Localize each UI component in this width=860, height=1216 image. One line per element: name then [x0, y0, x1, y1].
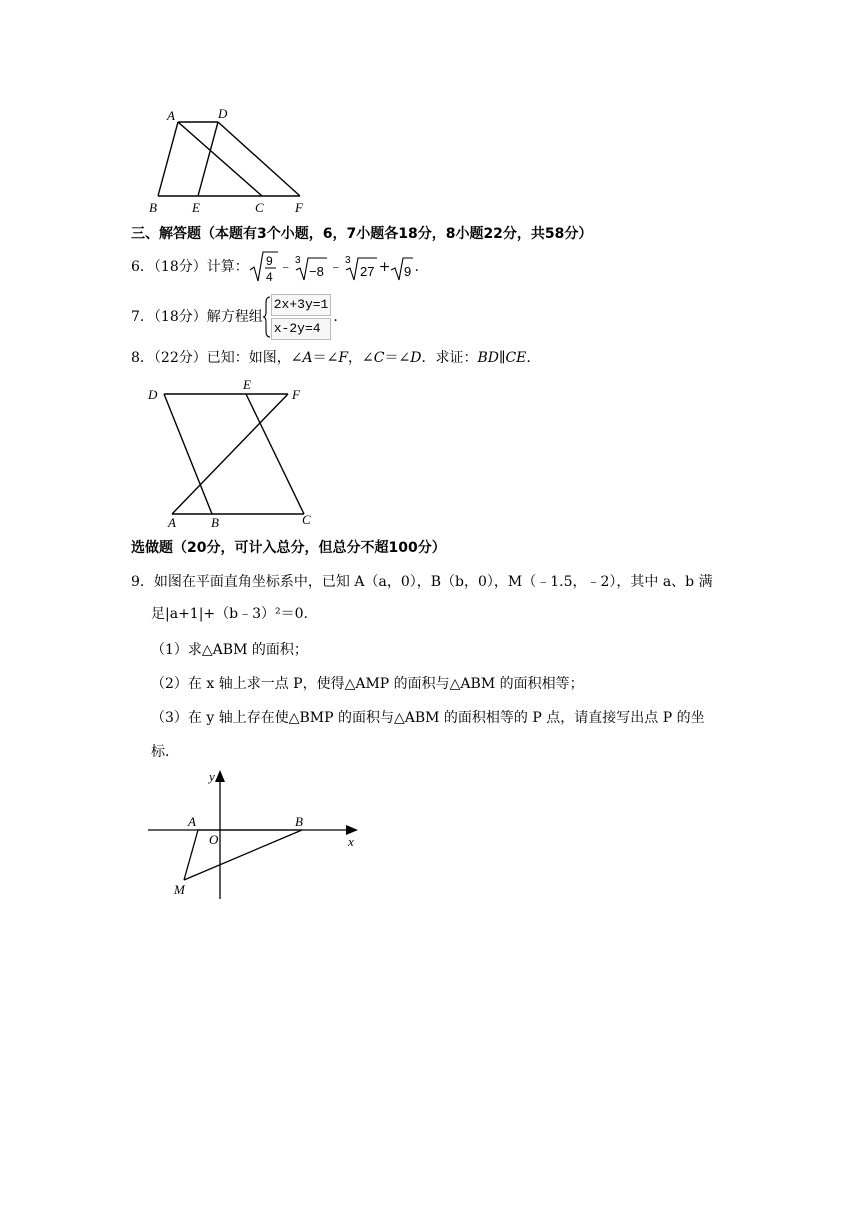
q9-sub-1: （1）求△ABM 的面积；	[151, 642, 308, 658]
q8-mid: ，∠	[348, 350, 374, 366]
fig2-label-B: B	[211, 515, 219, 530]
q6-sqrt-numerator: 9	[265, 254, 273, 268]
q8-var-C: C	[373, 350, 385, 366]
q7-end: .	[333, 309, 338, 325]
q6-minus-2: ﹣	[328, 259, 343, 275]
q9-line-1: 9．如图在平面直角坐标系中，已知 A（a，0），B（b，0），M（﹣1.5，﹣2），其中 a、b 满	[131, 574, 713, 590]
q7-brace	[263, 295, 271, 339]
q6-minus-1: ﹣	[278, 259, 293, 275]
fig2-label-F: F	[292, 387, 300, 402]
figure-1-trapezoid	[140, 100, 320, 220]
fig3-segment-BM	[184, 830, 302, 880]
fig1-segment-AC	[178, 122, 262, 196]
fig1-segment-DE	[198, 122, 218, 196]
question-8	[131, 348, 531, 368]
q8-eq-2: ＝∠	[384, 350, 411, 366]
q6-cbrt1-radicand: −8	[308, 264, 324, 279]
q8-var-CE: CE	[505, 350, 527, 366]
fig2-label-D: D	[148, 387, 158, 402]
fig2-label-C: C	[302, 512, 311, 527]
fig2-label-A: A	[168, 515, 176, 530]
section-3-heading: 三、解答题（本题有3个小题，6，7小题各18分，8小题22分，共58分）	[131, 226, 593, 242]
fig3-y-arrow-icon	[215, 770, 225, 782]
fig1-segment-DF	[218, 122, 300, 196]
q9-sub-3a: （3）在 y 轴上存在使△BMP 的面积与△ABM 的面积相等的 P 点，请直接写出点 P 的坐	[151, 710, 705, 726]
question-7	[131, 294, 338, 340]
q7-equation-2: x-2y=4	[271, 318, 332, 340]
q9-sub-2: （2）在 x 轴上求一点 P，使得△AMP 的面积与△ABM 的面积相等；	[151, 676, 584, 692]
q8-prove: ．求证：	[421, 350, 478, 366]
q7-prefix: 7．（18分）解方程组	[131, 309, 263, 325]
q6-sqrt-fraction	[249, 250, 279, 284]
q8-var-BD: BD	[477, 350, 499, 366]
fig3-segment-AM	[184, 830, 198, 880]
q8-eq-1: ＝∠	[312, 350, 339, 366]
q8-parallel: ∥	[498, 350, 506, 366]
q8-var-F: F	[338, 350, 349, 366]
fig3-label-y: y	[209, 769, 215, 784]
fig3-label-M: M	[174, 882, 185, 897]
q6-cbrt1-index: 3	[294, 255, 301, 266]
fig1-label-D: D	[218, 106, 228, 121]
q8-text-a: 8．（22分）已知：如图，∠	[131, 350, 303, 366]
q6-end: .	[414, 259, 419, 275]
fig3-label-B: B	[295, 814, 303, 829]
q9-line-2: 足|a+1|+（b﹣3）²＝0.	[151, 606, 308, 622]
q8-var-A: A	[302, 350, 313, 366]
figure-3-coordinate-plane	[140, 764, 370, 904]
fig2-segment-DB	[164, 394, 212, 514]
fig3-label-O: O	[209, 832, 219, 847]
q9-sub-3b: 标.	[151, 744, 170, 760]
fig1-label-A: A	[167, 108, 175, 123]
optional-section-heading: 选做题（20分，可计入总分，但总分不超100分）	[131, 540, 446, 556]
fig3-label-A: A	[188, 814, 196, 829]
q7-equation-1: 2x+3y=1	[271, 294, 332, 316]
q6-sqrt2-radicand: 9	[404, 264, 412, 279]
q6-sqrt-2	[390, 252, 414, 282]
q8-var-D: D	[410, 350, 422, 366]
q6-cube-root-1	[293, 252, 329, 282]
fig1-segment-AB	[158, 122, 178, 196]
fig2-segment-EC	[246, 394, 304, 514]
figure-2-parallel-lines	[140, 374, 330, 534]
fig2-label-E: E	[243, 377, 251, 392]
fig1-label-C: C	[255, 200, 264, 215]
q6-prefix: 6．（18分）计算：	[131, 259, 249, 275]
q6-sqrt-denominator: 4	[265, 270, 273, 284]
q6-cbrt2-index: 3	[344, 255, 351, 266]
q8-end: .	[526, 350, 531, 366]
fig3-label-x: x	[348, 834, 354, 849]
fig1-label-B: B	[149, 200, 157, 215]
question-6	[131, 250, 419, 284]
q6-cbrt2-radicand: 27	[359, 264, 375, 279]
fig1-label-E: E	[192, 200, 200, 215]
q6-cube-root-2	[343, 252, 379, 282]
fig1-label-F: F	[295, 200, 303, 215]
q6-plus: +	[378, 259, 391, 275]
fig2-segment-AF	[172, 394, 288, 514]
